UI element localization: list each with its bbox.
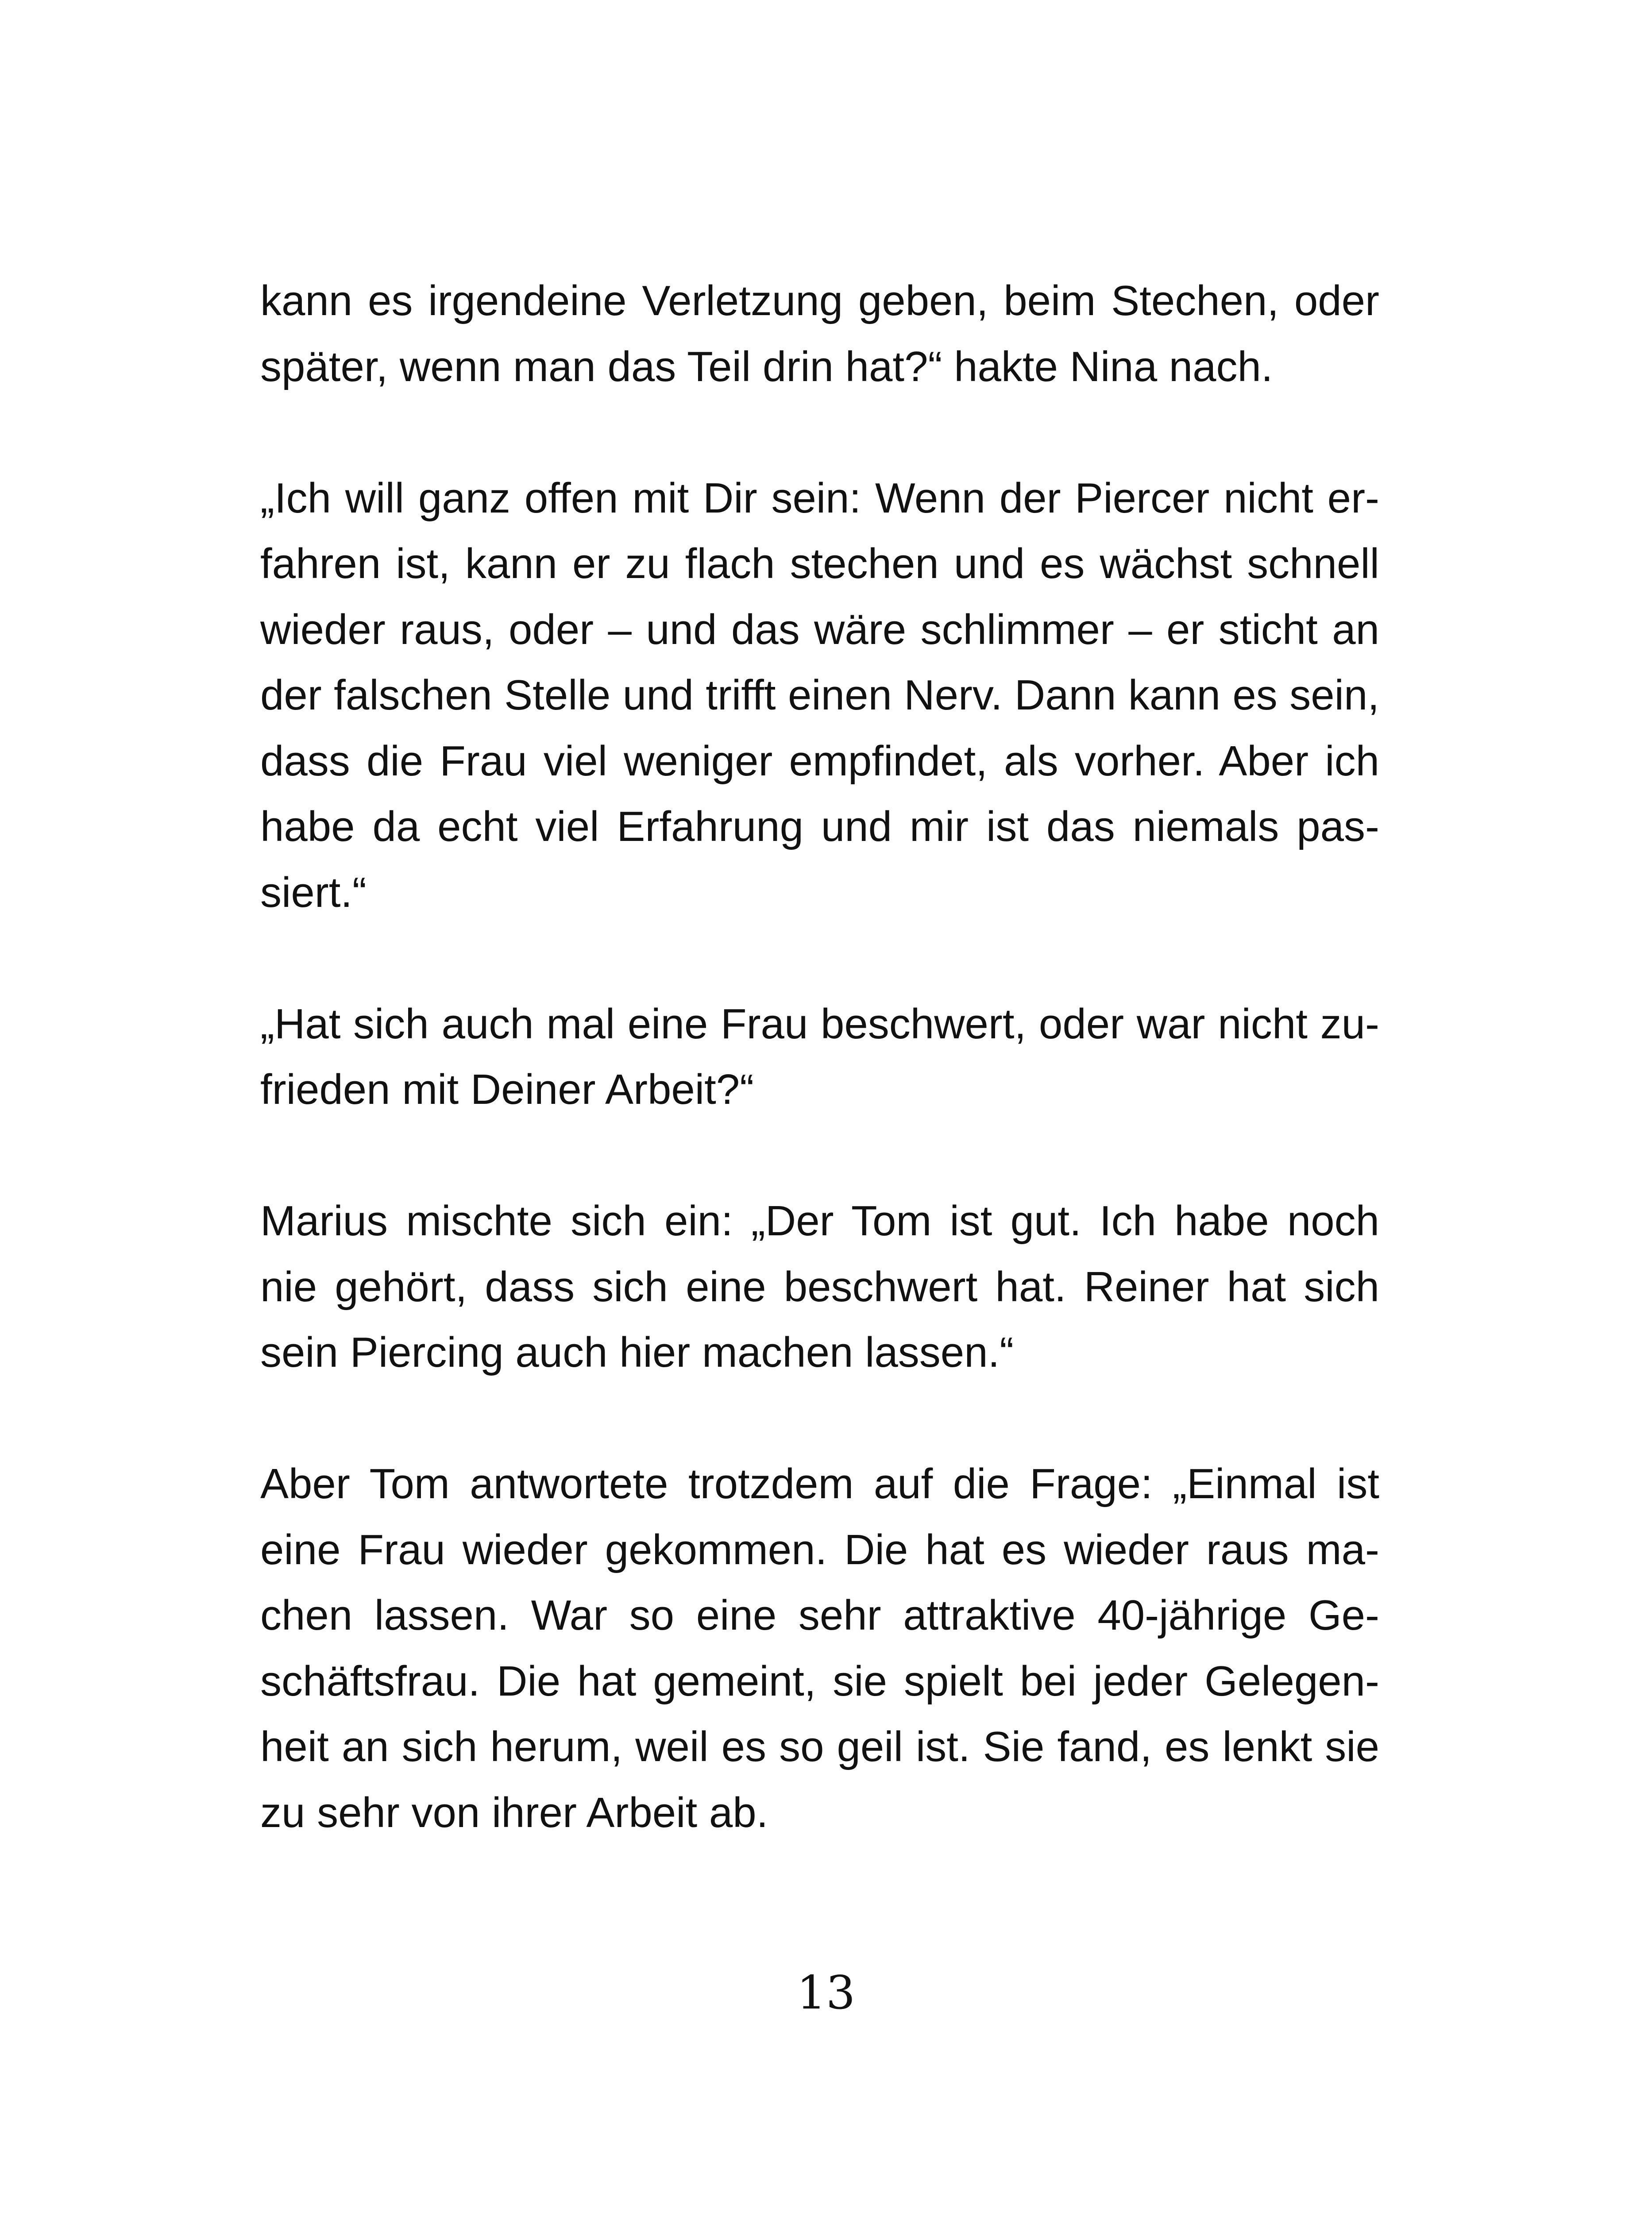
- paragraph-3: [260, 991, 1379, 1123]
- text-line: zu sehr von ihrer Arbeit ab.: [260, 1789, 768, 1836]
- text-line: eine Frau wieder gekommen. Die hat es wieder raus ma-: [260, 1526, 1379, 1573]
- text-line: Aber Tom antwortete trotzdem auf die Frage: „Einmal ist: [260, 1460, 1379, 1507]
- text-line: später, wenn man das Teil drin hat?“ hakte Nina nach.: [260, 343, 1273, 390]
- text-line: habe da echt viel Erfahrung und mir ist das niemals pas-: [260, 803, 1379, 850]
- text-line: Marius mischte sich ein: „Der Tom ist gut. Ich habe noch: [260, 1197, 1379, 1245]
- text-line: schäftsfrau. Die hat gemeint, sie spielt bei jeder Gelegen-: [260, 1657, 1379, 1705]
- text-line: nie gehört, dass sich eine beschwert hat. Reiner hat sich: [260, 1263, 1379, 1311]
- text-line: wieder raus, oder – und das wäre schlimmer – er sticht an: [260, 605, 1379, 653]
- page-number: 13: [796, 1966, 856, 2020]
- text-line: „Hat sich auch mal eine Frau beschwert, oder war nicht zu-: [260, 1000, 1379, 1048]
- paragraph-4: [260, 1188, 1379, 1386]
- text-line: chen lassen. War so eine sehr attraktive 40-jährige Ge-: [260, 1592, 1379, 1639]
- text-line: sein Piercing auch hier machen lassen.“: [260, 1329, 1014, 1376]
- text-line: heit an sich herum, weil es so geil ist. Sie fand, es lenkt sie: [260, 1723, 1379, 1770]
- body-text: [260, 268, 1379, 1912]
- text-line: siert.“: [260, 868, 367, 916]
- text-line: kann es irgendeine Verletzung geben, beim Stechen, oder: [260, 277, 1379, 324]
- text-line: der falschen Stelle und trifft einen Nerv. Dann kann es sein,: [260, 671, 1379, 719]
- text-line: „Ich will ganz offen mit Dir sein: Wenn der Piercer nicht er-: [260, 474, 1379, 522]
- text-line: fahren ist, kann er zu flach stechen und es wächst schnell: [260, 540, 1379, 587]
- paragraph-2: [260, 466, 1379, 926]
- text-line: frieden mit Deiner Arbeit?“: [260, 1066, 754, 1113]
- text-line: dass die Frau viel weniger empfindet, als vorher. Aber ich: [260, 737, 1379, 785]
- paragraph-1: [260, 268, 1379, 400]
- paragraph-5: [260, 1451, 1379, 1846]
